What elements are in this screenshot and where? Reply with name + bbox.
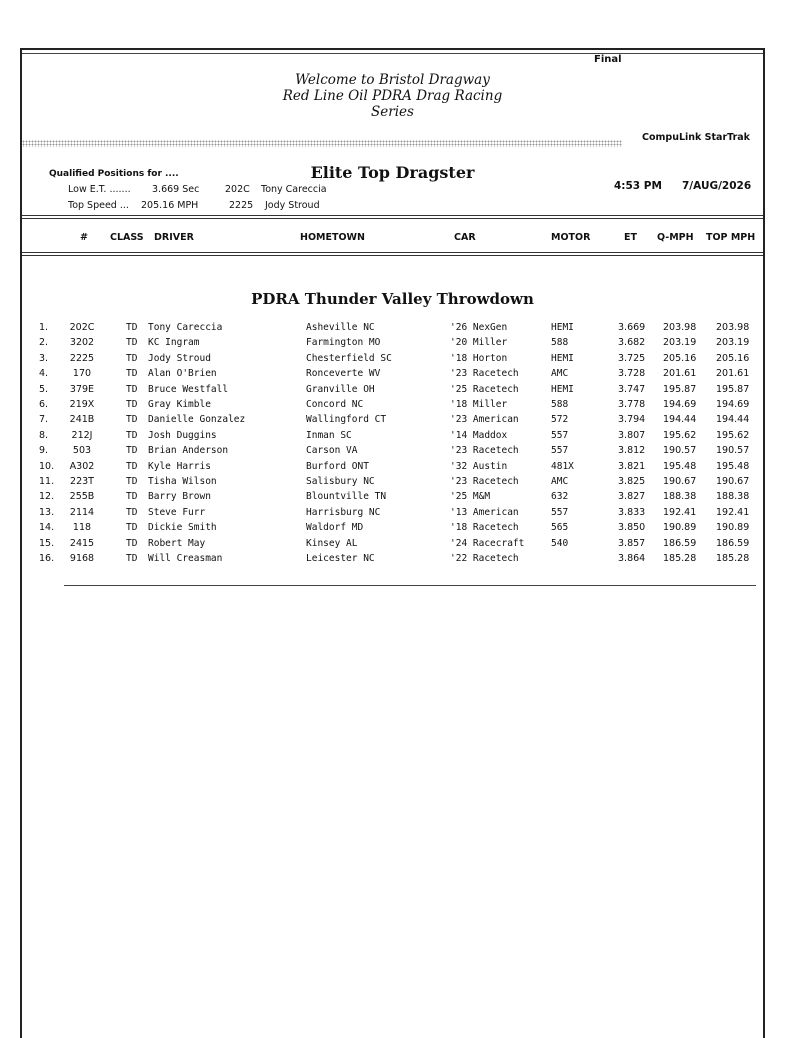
driver-cell: Alan O'Brien xyxy=(148,368,217,380)
motor-cell: AMC xyxy=(551,476,569,487)
report-date: 7/AUG/2026 xyxy=(682,180,752,192)
driver-cell: Tisha Wilson xyxy=(148,476,217,487)
et-cell: 3.682 xyxy=(618,337,646,349)
topmph-cell: 188.38 xyxy=(716,491,750,503)
class-cell: TD xyxy=(126,553,138,564)
position-cell: 4. xyxy=(39,368,49,380)
et-cell: 3.725 xyxy=(618,352,646,364)
et-cell: 3.857 xyxy=(618,537,646,549)
car-cell: '14 Maddox xyxy=(450,429,508,441)
topmph-cell: 186.59 xyxy=(716,537,750,549)
hometown-cell: Leicester NC xyxy=(306,553,375,564)
low-et-row xyxy=(68,184,131,195)
position-cell: 15. xyxy=(39,537,55,549)
motor-cell: 588 xyxy=(551,337,569,349)
brand-label: CompuLink StarTrak xyxy=(642,132,750,143)
et-cell: 3.833 xyxy=(618,506,646,518)
driver-cell: Barry Brown xyxy=(148,491,211,503)
top-speed-value: 205.16 MPH xyxy=(141,200,199,211)
col-header-class: CLASS xyxy=(110,232,144,243)
class-cell: TD xyxy=(126,460,138,472)
qmph-cell: 195.87 xyxy=(663,383,697,395)
driver-cell: Robert May xyxy=(148,537,206,549)
table-row xyxy=(22,538,767,553)
motor-cell: HEMI xyxy=(551,322,574,333)
et-cell: 3.807 xyxy=(618,429,646,441)
hometown-cell: Harrisburg NC xyxy=(306,506,381,518)
col-header-num: # xyxy=(80,232,88,243)
position-cell: 12. xyxy=(39,491,55,503)
position-cell: 13. xyxy=(39,506,55,518)
motor-cell: 588 xyxy=(551,399,569,410)
et-cell: 3.827 xyxy=(618,491,646,503)
car-number-cell: 2114 xyxy=(69,506,95,518)
hometown-cell: Salisbury NC xyxy=(306,476,375,487)
car-number-cell: 223T xyxy=(70,476,94,487)
header-bottom-line xyxy=(22,252,763,253)
topmph-cell: 190.67 xyxy=(716,476,750,487)
hometown-cell: Farmington MO xyxy=(306,337,381,349)
table-row xyxy=(22,461,767,476)
topmph-cell: 194.69 xyxy=(716,399,750,410)
hometown-cell: Carson VA xyxy=(306,445,358,457)
et-cell: 3.812 xyxy=(618,445,646,457)
col-header-qmph: Q-MPH xyxy=(657,232,694,243)
col-header-driver: DRIVER xyxy=(154,232,194,243)
dotted-divider xyxy=(22,140,622,147)
driver-cell: Will Creasman xyxy=(148,553,223,564)
class-cell: TD xyxy=(126,352,138,364)
driver-cell: Gray Kimble xyxy=(148,399,211,410)
driver-cell: Steve Furr xyxy=(148,506,206,518)
motor-cell: 557 xyxy=(551,429,569,441)
header-top-line-2 xyxy=(22,218,763,219)
topmph-cell: 195.87 xyxy=(716,383,750,395)
class-cell: TD xyxy=(126,537,138,549)
motor-cell: 557 xyxy=(551,506,569,518)
position-cell: 1. xyxy=(39,322,49,333)
report-time: 4:53 PM xyxy=(614,180,662,192)
position-cell: 2. xyxy=(39,337,49,349)
car-number-cell: 2415 xyxy=(69,537,95,549)
low-et-driver: Tony Careccia xyxy=(261,184,327,195)
driver-cell: Josh Duggins xyxy=(148,429,217,441)
topmph-cell: 201.61 xyxy=(716,368,750,380)
car-cell: '32 Austin xyxy=(450,460,508,472)
topmph-cell: 190.57 xyxy=(716,445,750,457)
position-cell: 8. xyxy=(39,429,49,441)
qmph-cell: 205.16 xyxy=(663,352,697,364)
low-et-car: 202C xyxy=(225,184,250,195)
et-cell: 3.825 xyxy=(618,476,646,487)
motor-cell: HEMI xyxy=(551,383,574,395)
col-header-motor: MOTOR xyxy=(551,232,591,243)
table-bottom-line xyxy=(64,585,756,586)
low-et-label: Low E.T. ....... xyxy=(68,184,131,195)
topmph-cell: 194.44 xyxy=(716,414,750,426)
qmph-cell: 194.44 xyxy=(663,414,697,426)
qmph-cell: 195.48 xyxy=(663,460,697,472)
col-header-hometown: HOMETOWN xyxy=(300,232,365,243)
car-number-cell: 9168 xyxy=(69,553,95,564)
table-row xyxy=(22,368,767,383)
topmph-cell: 195.48 xyxy=(716,460,750,472)
motor-cell: HEMI xyxy=(551,352,574,364)
welcome-line-2: Red Line Oil PDRA Drag Racing xyxy=(282,88,503,104)
hometown-cell: Inman SC xyxy=(306,429,352,441)
qmph-cell: 203.98 xyxy=(663,322,697,333)
car-cell: '23 American xyxy=(450,414,519,426)
position-cell: 6. xyxy=(39,399,49,410)
position-cell: 7. xyxy=(39,414,49,426)
qmph-cell: 185.28 xyxy=(663,553,697,564)
car-number-cell: 3202 xyxy=(69,337,95,349)
driver-cell: Bruce Westfall xyxy=(148,383,229,395)
car-cell: '23 Racetech xyxy=(450,445,519,457)
car-number-cell: A302 xyxy=(69,460,95,472)
qmph-cell: 186.59 xyxy=(663,537,697,549)
hometown-cell: Concord NC xyxy=(306,399,364,410)
table-row xyxy=(22,337,767,352)
car-number-cell: 255B xyxy=(69,491,95,503)
motor-cell: 572 xyxy=(551,414,569,426)
hometown-cell: Kinsey AL xyxy=(306,537,358,549)
status-label: Final xyxy=(594,54,622,65)
motor-cell: 557 xyxy=(551,445,569,457)
col-header-et: ET xyxy=(624,232,637,243)
class-cell: TD xyxy=(126,322,138,333)
class-cell: TD xyxy=(126,414,138,426)
welcome-header xyxy=(22,72,763,120)
hometown-cell: Burford ONT xyxy=(306,460,369,472)
car-cell: '18 Miller xyxy=(450,399,508,410)
car-number-cell: 379E xyxy=(69,383,95,395)
table-row xyxy=(22,430,767,445)
hometown-cell: Asheville NC xyxy=(306,322,375,333)
top-speed-label: Top Speed ... xyxy=(68,200,129,211)
table-row xyxy=(22,553,767,568)
motor-cell: 481X xyxy=(551,460,574,472)
low-et-value: 3.669 Sec xyxy=(152,184,200,195)
topmph-cell: 203.19 xyxy=(716,337,750,349)
position-cell: 14. xyxy=(39,522,55,534)
driver-cell: Brian Anderson xyxy=(148,445,229,457)
col-header-car: CAR xyxy=(454,232,476,243)
et-cell: 3.778 xyxy=(618,399,646,410)
driver-cell: Tony Careccia xyxy=(148,322,223,333)
qmph-cell: 194.69 xyxy=(663,399,697,410)
header-top-line xyxy=(22,215,763,216)
car-number-cell: 219X xyxy=(69,399,95,410)
et-cell: 3.747 xyxy=(618,383,646,395)
driver-cell: Danielle Gonzalez xyxy=(148,414,246,426)
car-number-cell: 170 xyxy=(72,368,92,380)
car-cell: '23 Racetech xyxy=(450,476,519,487)
table-row xyxy=(22,384,767,399)
class-cell: TD xyxy=(126,522,138,534)
class-cell: TD xyxy=(126,368,138,380)
table-row xyxy=(22,445,767,460)
class-cell: TD xyxy=(126,506,138,518)
car-cell: '23 Racetech xyxy=(450,368,519,380)
car-cell: '20 Miller xyxy=(450,337,508,349)
et-cell: 3.794 xyxy=(618,414,646,426)
qmph-cell: 201.61 xyxy=(663,368,697,380)
hometown-cell: Blountville TN xyxy=(306,491,387,503)
table-row xyxy=(22,522,767,537)
motor-cell: 632 xyxy=(551,491,569,503)
car-cell: '24 Racecraft xyxy=(450,537,525,549)
position-cell: 9. xyxy=(39,445,49,457)
position-cell: 11. xyxy=(39,476,55,487)
qmph-cell: 192.41 xyxy=(663,506,697,518)
qmph-cell: 190.67 xyxy=(663,476,697,487)
table-row xyxy=(22,476,767,491)
car-cell: '25 Racetech xyxy=(450,383,519,395)
hometown-cell: Chesterfield SC xyxy=(306,352,392,364)
motor-cell: 540 xyxy=(551,537,569,549)
driver-cell: Dickie Smith xyxy=(148,522,217,534)
car-cell: '26 NexGen xyxy=(450,322,508,333)
table-row xyxy=(22,399,767,414)
car-number-cell: 241B xyxy=(69,414,95,426)
car-cell: '18 Racetech xyxy=(450,522,519,534)
class-cell: TD xyxy=(126,337,138,349)
topmph-cell: 190.89 xyxy=(716,522,750,534)
top-border-line xyxy=(22,53,763,54)
welcome-line-3: Series xyxy=(371,104,414,120)
topmph-cell: 195.62 xyxy=(716,429,750,441)
car-number-cell: 503 xyxy=(72,445,92,457)
qmph-cell: 195.62 xyxy=(663,429,697,441)
class-cell: TD xyxy=(126,445,138,457)
driver-cell: Kyle Harris xyxy=(148,460,211,472)
qmph-cell: 190.89 xyxy=(663,522,697,534)
table-row xyxy=(22,414,767,429)
top-speed-driver: Jody Stroud xyxy=(265,200,320,211)
hometown-cell: Waldorf MD xyxy=(306,522,364,534)
table-row xyxy=(22,507,767,522)
class-cell: TD xyxy=(126,491,138,503)
qmph-cell: 188.38 xyxy=(663,491,697,503)
results-sheet xyxy=(20,48,765,1038)
class-title: Elite Top Dragster xyxy=(310,163,475,182)
hometown-cell: Ronceverte WV xyxy=(306,368,381,380)
table-row xyxy=(22,322,767,337)
position-cell: 3. xyxy=(39,352,49,364)
header-bottom-line-2 xyxy=(22,255,763,256)
position-cell: 16. xyxy=(39,553,55,564)
topmph-cell: 203.98 xyxy=(716,322,750,333)
class-cell: TD xyxy=(126,429,138,441)
position-cell: 5. xyxy=(39,383,49,395)
table-row xyxy=(22,353,767,368)
hometown-cell: Wallingford CT xyxy=(306,414,387,426)
qmph-cell: 190.57 xyxy=(663,445,697,457)
hometown-cell: Granville OH xyxy=(306,383,375,395)
car-cell: '18 Horton xyxy=(450,352,508,364)
et-cell: 3.864 xyxy=(618,553,646,564)
class-cell: TD xyxy=(126,383,138,395)
topmph-cell: 185.28 xyxy=(716,553,750,564)
et-cell: 3.821 xyxy=(618,460,646,472)
driver-cell: KC Ingram xyxy=(148,337,200,349)
col-header-topmph: TOP MPH xyxy=(706,232,756,243)
et-cell: 3.728 xyxy=(618,368,646,380)
driver-cell: Jody Stroud xyxy=(148,352,211,364)
et-cell: 3.669 xyxy=(618,322,646,333)
motor-cell: 565 xyxy=(551,522,569,534)
car-cell: '25 M&M xyxy=(450,491,491,503)
car-number-cell: 212J xyxy=(71,429,93,441)
top-speed-car: 2225 xyxy=(229,200,254,211)
qualified-label: Qualified Positions for .... xyxy=(49,169,179,179)
position-cell: 10. xyxy=(39,460,55,472)
et-cell: 3.850 xyxy=(618,522,646,534)
welcome-line-1: Welcome to Bristol Dragway xyxy=(295,72,490,88)
event-title: PDRA Thunder Valley Throwdown xyxy=(251,290,534,308)
class-cell: TD xyxy=(126,476,138,487)
topmph-cell: 192.41 xyxy=(716,506,750,518)
car-cell: '13 American xyxy=(450,506,519,518)
car-number-cell: 118 xyxy=(72,522,92,534)
car-cell: '22 Racetech xyxy=(450,553,519,564)
car-number-cell: 2225 xyxy=(69,352,95,364)
topmph-cell: 205.16 xyxy=(716,352,750,364)
class-cell: TD xyxy=(126,399,138,410)
motor-cell: AMC xyxy=(551,368,569,380)
qmph-cell: 203.19 xyxy=(663,337,697,349)
table-row xyxy=(22,491,767,506)
car-number-cell: 202C xyxy=(69,322,95,333)
